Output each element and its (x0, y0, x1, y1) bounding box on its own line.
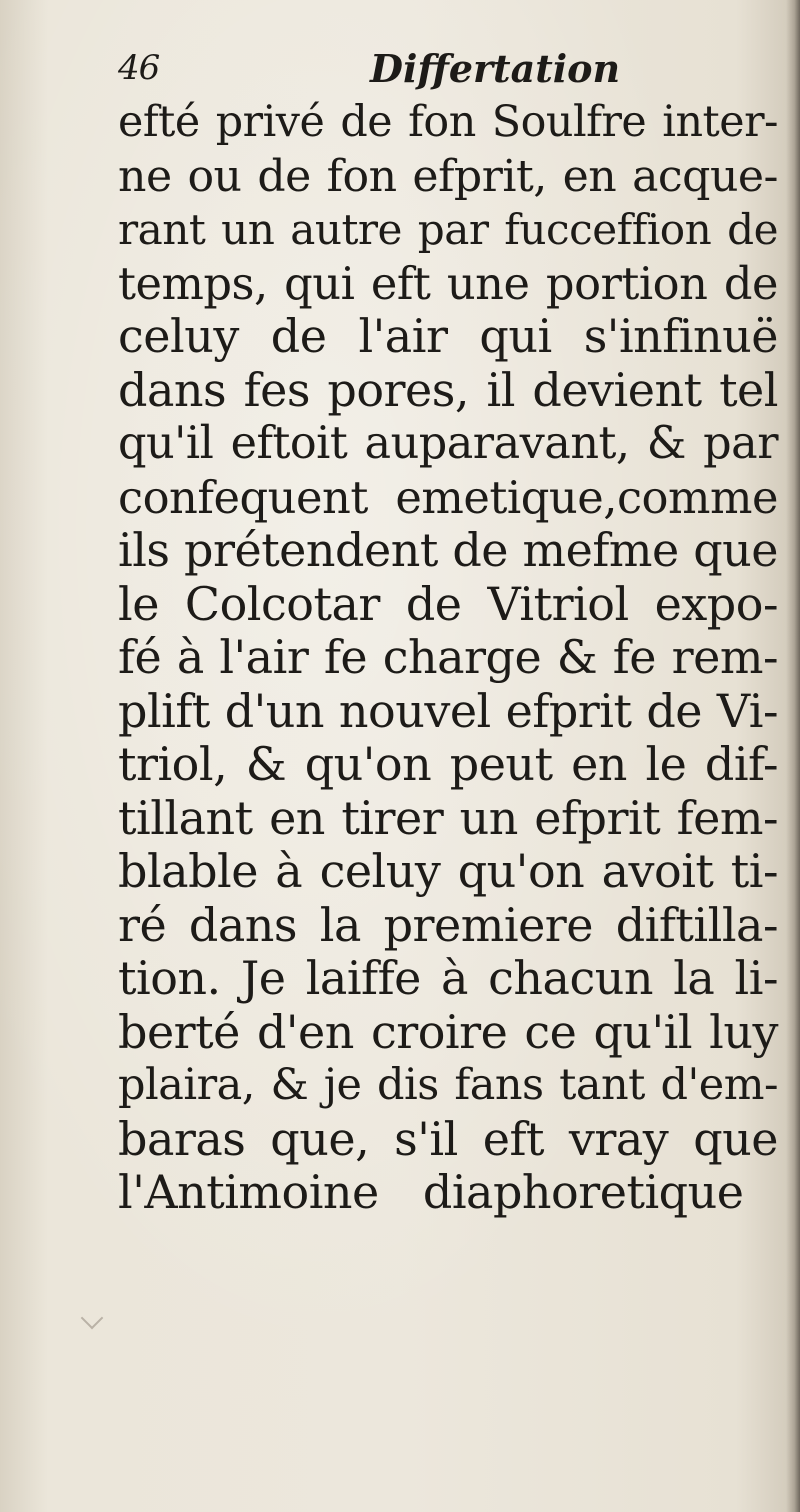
text-line: ré dans la premiere diftilla- (118, 897, 778, 952)
text-line: efté privé de fon Soulfre inter- (118, 97, 778, 147)
text-line: triol, & qu'on peut en le dif- (118, 737, 778, 791)
page-header (118, 40, 718, 96)
text-line: confequent emetique,comme (118, 470, 778, 524)
text-line: qu'il eftoit auparavant, & par (118, 417, 778, 469)
text-line: ils prétendent de mefme que (118, 523, 778, 577)
body-text (118, 96, 778, 1220)
text-line: le Colcotar de Vitriol expo- (118, 576, 778, 631)
text-line: fé à l'air fe charge & fe rem- (118, 630, 778, 684)
running-head: Differtation (370, 46, 621, 91)
text-line: plaira, & je dis fans tant d'em- (118, 1060, 778, 1110)
text-line: rant un autre par fucceffion de (118, 205, 778, 254)
page-mark (81, 1307, 104, 1330)
text-line: l'Antimoine diaphoretique (118, 1165, 744, 1219)
text-line: blable à celuy qu'on avoit ti- (118, 844, 778, 898)
text-line: plift d'un nouvel efprit de Vi- (118, 683, 778, 738)
text-line: tillant en tirer un efprit fem- (118, 790, 778, 845)
text-line: temps, qui eft une portion de (118, 256, 778, 310)
text-line: tion. Je laiffe à chacun la li- (118, 951, 778, 1005)
text-line: ne ou de fon efprit, en acque- (118, 150, 778, 202)
text-line: celuy de l'air qui s'infinuë (118, 309, 778, 363)
text-line: dans fes pores, il devient tel (118, 362, 778, 417)
text-line: baras que, s'il eft vray que (118, 1111, 778, 1166)
page-gutter-shadow (786, 0, 800, 1512)
text-line: berté d'en croire ce qu'il luy (118, 1004, 778, 1059)
page-number: 46 (118, 48, 160, 88)
